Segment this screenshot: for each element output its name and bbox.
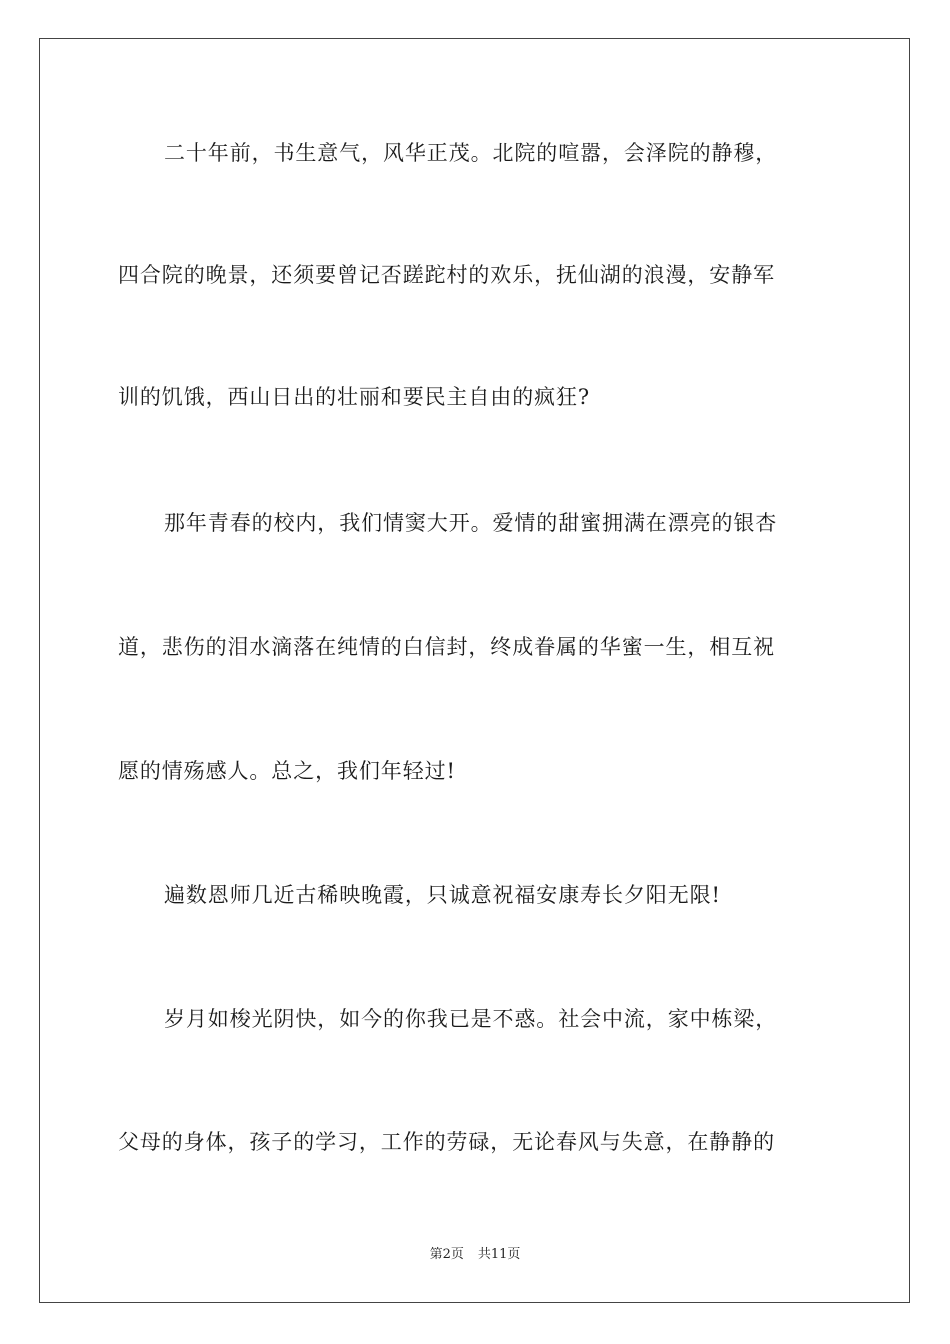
page-footer [0, 1245, 950, 1265]
paragraph-2-line-3: 愿的情殇感人。总之，我们年轻过! [118, 759, 456, 783]
paragraph-4-line-2: 父母的身体，孩子的学习，工作的劳碌，无论春风与失意，在静静的 [118, 1130, 775, 1154]
paragraph-4-line-1: 岁月如梭光阴快，如今的你我已是不惑。社会中流，家中栋梁， [164, 1007, 778, 1031]
paragraph-1-line-3: 训的饥饿，西山日出的壮丽和要民主自由的疯狂? [118, 385, 591, 409]
paragraph-2-line-2: 道，悲伤的泪水滴落在纯情的白信封，终成眷属的华蜜一生，相互祝 [118, 635, 775, 659]
paragraph-3-line-1: 遍数恩师几近古稀映晚霞，只诚意祝福安康寿长夕阳无限! [164, 883, 721, 907]
total-pages: 共11页 [477, 1247, 521, 1262]
page-border [39, 38, 910, 1303]
paragraph-1-line-2: 四合院的晚景，还须要曾记否蹉跎村的欢乐，抚仙湖的浪漫，安静军 [118, 263, 775, 287]
paragraph-1-line-1: 二十年前，书生意气，风华正茂。北院的喧嚣，会泽院的静穆， [164, 141, 778, 165]
page-number: 第2页 [429, 1247, 464, 1262]
paragraph-2-line-1: 那年青春的校内，我们情窦大开。爱情的甜蜜拥满在漂亮的银杏 [164, 511, 778, 535]
